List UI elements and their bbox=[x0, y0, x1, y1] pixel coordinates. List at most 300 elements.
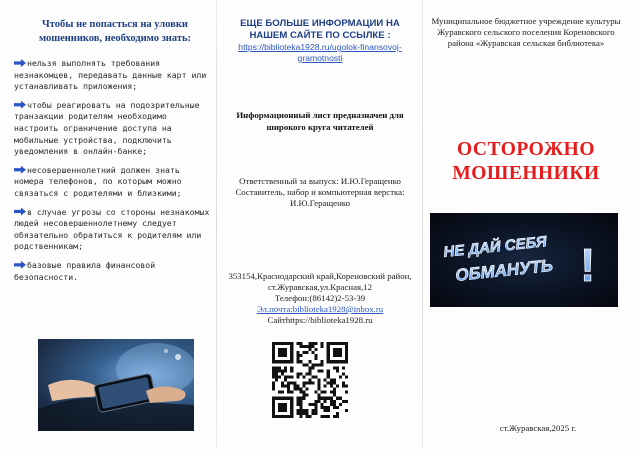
qr-module bbox=[290, 403, 293, 406]
smartphone-illustration bbox=[38, 339, 194, 431]
qr-module bbox=[324, 406, 327, 409]
qr-module bbox=[321, 415, 324, 418]
qr-module bbox=[342, 385, 345, 388]
qr-module bbox=[336, 406, 339, 409]
qr-module bbox=[278, 351, 281, 354]
qr-module bbox=[330, 385, 333, 388]
qr-module bbox=[287, 375, 290, 378]
qr-module bbox=[302, 394, 305, 397]
qr-module bbox=[336, 397, 339, 400]
qr-module bbox=[342, 360, 345, 363]
qr-module bbox=[296, 403, 299, 406]
qr-code-graphic bbox=[272, 342, 348, 418]
qr-module bbox=[345, 385, 348, 388]
qr-module bbox=[281, 385, 284, 388]
qr-module bbox=[336, 369, 339, 372]
qr-module bbox=[336, 351, 339, 354]
qr-module bbox=[272, 397, 275, 400]
qr-module bbox=[290, 357, 293, 360]
credits bbox=[222, 176, 418, 209]
qr-module bbox=[284, 348, 287, 351]
qr-module bbox=[308, 403, 311, 406]
qr-module bbox=[296, 388, 299, 391]
qr-module bbox=[275, 369, 278, 372]
qr-module bbox=[302, 409, 305, 412]
qr-module bbox=[272, 403, 275, 406]
qr-module bbox=[287, 397, 290, 400]
qr-module bbox=[272, 345, 275, 348]
qr-module bbox=[336, 342, 339, 345]
qr-module bbox=[302, 375, 305, 378]
qr-module bbox=[345, 375, 348, 378]
qr-module bbox=[278, 406, 281, 409]
qr-module bbox=[272, 372, 275, 375]
qr-module bbox=[330, 382, 333, 385]
qr-module bbox=[284, 342, 287, 345]
qr-module bbox=[336, 354, 339, 357]
qr-module bbox=[278, 342, 281, 345]
qr-module bbox=[327, 351, 330, 354]
qr-module bbox=[287, 360, 290, 363]
email-line bbox=[222, 304, 418, 315]
arrow-icon bbox=[14, 261, 26, 269]
qr-module bbox=[312, 342, 315, 345]
qr-module bbox=[302, 351, 305, 354]
qr-module bbox=[333, 388, 336, 391]
qr-module bbox=[287, 342, 290, 345]
qr-module bbox=[290, 382, 293, 385]
qr-module bbox=[318, 369, 321, 372]
qr-module bbox=[296, 351, 299, 354]
qr-module bbox=[278, 409, 281, 412]
qr-module bbox=[299, 415, 302, 418]
qr-module bbox=[345, 342, 348, 345]
tip-item bbox=[14, 207, 214, 253]
qr-module bbox=[315, 375, 318, 378]
qr-module bbox=[299, 397, 302, 400]
qr-module bbox=[339, 348, 342, 351]
qr-module bbox=[336, 415, 339, 418]
qr-module bbox=[296, 372, 299, 375]
qr-module bbox=[272, 360, 275, 363]
qr-module bbox=[299, 342, 302, 345]
qr-module bbox=[290, 354, 293, 357]
info-sheet-note: Информационный лист предназначен для широкого круга читателей bbox=[236, 110, 404, 132]
qr-module bbox=[302, 391, 305, 394]
qr-module bbox=[327, 372, 330, 375]
qr-module bbox=[345, 348, 348, 351]
qr-module bbox=[308, 360, 311, 363]
arrow-icon bbox=[14, 59, 26, 67]
qr-module bbox=[284, 351, 287, 354]
warning-line-1: ОСТОРОЖНО bbox=[456, 139, 595, 160]
qr-module bbox=[308, 369, 311, 372]
qr-module bbox=[290, 375, 293, 378]
qr-module bbox=[327, 348, 330, 351]
qr-module bbox=[272, 375, 275, 378]
tip-item bbox=[14, 100, 214, 158]
qr-module bbox=[272, 400, 275, 403]
qr-module bbox=[312, 403, 315, 406]
qr-module bbox=[336, 412, 339, 415]
qr-module bbox=[281, 409, 284, 412]
qr-module bbox=[293, 385, 296, 388]
qr-module bbox=[312, 366, 315, 369]
qr-module bbox=[308, 345, 311, 348]
qr-module bbox=[272, 388, 275, 391]
qr-module bbox=[275, 366, 278, 369]
qr-module bbox=[281, 415, 284, 418]
qr-module bbox=[333, 382, 336, 385]
qr-module bbox=[281, 391, 284, 394]
qr-module bbox=[278, 366, 281, 369]
qr-module bbox=[333, 394, 336, 397]
qr-module bbox=[290, 400, 293, 403]
banner-exclamation: ! bbox=[580, 239, 596, 291]
qr-module bbox=[330, 342, 333, 345]
qr-module bbox=[275, 360, 278, 363]
qr-module bbox=[339, 403, 342, 406]
qr-module bbox=[333, 406, 336, 409]
qr-module bbox=[339, 354, 342, 357]
banner-graphic bbox=[430, 213, 618, 307]
qr-module bbox=[299, 354, 302, 357]
qr-module bbox=[284, 406, 287, 409]
tip-text: чтобы реагировать на подозрительные транзакции родителям необходимо настроить ограничение доступа на мобильные устройства, подключить уведомления в онлайн-банке; bbox=[14, 99, 200, 157]
qr-module bbox=[296, 397, 299, 400]
postal-address: 353154,Краснодарский край,Кореновский район, ст.Журавская,ул.Красная,12 bbox=[228, 271, 412, 292]
qr-module bbox=[278, 415, 281, 418]
qr-module bbox=[305, 372, 308, 375]
qr-module bbox=[333, 342, 336, 345]
qr-module bbox=[315, 403, 318, 406]
qr-module bbox=[290, 345, 293, 348]
qr-module bbox=[272, 406, 275, 409]
qr-module bbox=[308, 378, 311, 381]
qr-module bbox=[345, 400, 348, 403]
qr-module bbox=[330, 391, 333, 394]
qr-module bbox=[318, 363, 321, 366]
qr-module bbox=[296, 360, 299, 363]
qr-module bbox=[284, 397, 287, 400]
qr-module bbox=[284, 415, 287, 418]
qr-module bbox=[278, 348, 281, 351]
qr-module bbox=[305, 351, 308, 354]
qr-module bbox=[315, 400, 318, 403]
qr-module bbox=[321, 342, 324, 345]
dont-be-fooled-banner bbox=[430, 213, 618, 307]
qr-module bbox=[272, 409, 275, 412]
qr-module bbox=[327, 369, 330, 372]
tip-text: несовершеннолетний должен знать номера телефонов, по которым можно связаться с родителями и близкими; bbox=[14, 164, 182, 198]
qr-module bbox=[281, 369, 284, 372]
qr-module bbox=[272, 382, 275, 385]
qr-module bbox=[336, 366, 339, 369]
qr-module bbox=[299, 372, 302, 375]
qr-module bbox=[345, 360, 348, 363]
qr-module bbox=[296, 385, 299, 388]
qr-module bbox=[296, 400, 299, 403]
place-and-year: ст.Журавская,2025 г. bbox=[499, 423, 577, 433]
qr-module bbox=[333, 360, 336, 363]
qr-module bbox=[281, 342, 284, 345]
tip-text: нельзя выполнять требования незнакомцев, передавать данные карт или устанавливать приложения; bbox=[14, 58, 207, 92]
qr-module bbox=[299, 403, 302, 406]
phone-number: Телефон:(86142)2-53-39 bbox=[274, 293, 366, 303]
qr-module bbox=[299, 391, 302, 394]
qr-module bbox=[315, 348, 318, 351]
qr-module bbox=[287, 391, 290, 394]
qr-module bbox=[324, 409, 327, 412]
qr-module bbox=[324, 385, 327, 388]
qr-module bbox=[318, 394, 321, 397]
warning-title bbox=[428, 138, 624, 186]
qr-module bbox=[315, 412, 318, 415]
qr-module bbox=[281, 403, 284, 406]
tips-heading: Чтобы не попасться на уловки мошенников, необходимо знать: bbox=[38, 19, 192, 44]
qr-module bbox=[278, 397, 281, 400]
qr-module bbox=[345, 351, 348, 354]
qr-module bbox=[272, 351, 275, 354]
qr-module bbox=[272, 385, 275, 388]
tips-list bbox=[14, 58, 214, 290]
qr-module bbox=[345, 409, 348, 412]
site-link[interactable]: https://biblioteka1928.ru/ugolok-finansovoj-gramotnosti bbox=[238, 42, 402, 63]
qr-module bbox=[327, 382, 330, 385]
qr-module bbox=[339, 351, 342, 354]
qr-module bbox=[342, 342, 345, 345]
qr-module bbox=[336, 360, 339, 363]
qr-module bbox=[287, 415, 290, 418]
qr-module bbox=[315, 354, 318, 357]
qr-module bbox=[296, 409, 299, 412]
qr-module bbox=[321, 345, 324, 348]
qr-module bbox=[296, 354, 299, 357]
qr-module bbox=[330, 403, 333, 406]
tip-text: в случае угрозы со стороны незнакомых людей несовершеннолетнему следует обязательно обратиться к родителям или родственникам; bbox=[14, 206, 210, 252]
qr-module bbox=[345, 357, 348, 360]
qr-module bbox=[281, 372, 284, 375]
qr-module bbox=[275, 372, 278, 375]
qr-module bbox=[324, 391, 327, 394]
qr-module bbox=[299, 388, 302, 391]
qr-module bbox=[290, 391, 293, 394]
qr-module bbox=[312, 382, 315, 385]
qr-module bbox=[305, 363, 308, 366]
qr-module bbox=[272, 357, 275, 360]
qr-module bbox=[284, 354, 287, 357]
qr-module bbox=[312, 345, 315, 348]
qr-module bbox=[302, 363, 305, 366]
qr-module bbox=[281, 382, 284, 385]
qr-module bbox=[290, 406, 293, 409]
qr-module bbox=[287, 382, 290, 385]
qr-module bbox=[321, 360, 324, 363]
qr-module bbox=[284, 366, 287, 369]
qr-module bbox=[284, 375, 287, 378]
qr-module bbox=[345, 391, 348, 394]
qr-module bbox=[308, 382, 311, 385]
qr-module bbox=[299, 400, 302, 403]
qr-module bbox=[327, 406, 330, 409]
qr-module bbox=[308, 348, 311, 351]
qr-module bbox=[290, 351, 293, 354]
qr-module bbox=[327, 345, 330, 348]
qr-module bbox=[278, 369, 281, 372]
smartphone-photo bbox=[38, 339, 194, 431]
qr-module bbox=[330, 400, 333, 403]
qr-module bbox=[302, 382, 305, 385]
qr-module bbox=[287, 388, 290, 391]
qr-module bbox=[327, 397, 330, 400]
banner-line-1: НЕ ДАЙ СЕБЯ bbox=[442, 233, 548, 261]
qr-module bbox=[272, 415, 275, 418]
qr-module bbox=[315, 357, 318, 360]
tip-item bbox=[14, 165, 214, 200]
qr-module bbox=[327, 409, 330, 412]
qr-module bbox=[305, 415, 308, 418]
qr-module bbox=[339, 360, 342, 363]
qr-module bbox=[299, 406, 302, 409]
qr-module bbox=[278, 391, 281, 394]
qr-module bbox=[275, 378, 278, 381]
qr-module bbox=[284, 369, 287, 372]
qr-module bbox=[284, 409, 287, 412]
qr-module bbox=[302, 397, 305, 400]
qr-code[interactable] bbox=[272, 342, 348, 418]
qr-module bbox=[278, 354, 281, 357]
qr-module bbox=[339, 375, 342, 378]
qr-module bbox=[324, 400, 327, 403]
qr-module bbox=[336, 348, 339, 351]
qr-module bbox=[284, 385, 287, 388]
qr-module bbox=[336, 385, 339, 388]
qr-module bbox=[345, 354, 348, 357]
qr-module bbox=[305, 388, 308, 391]
qr-module bbox=[299, 412, 302, 415]
qr-module bbox=[272, 369, 275, 372]
email-link[interactable]: biblioteka1928@inbox.ru bbox=[292, 304, 384, 314]
qr-module bbox=[281, 354, 284, 357]
qr-module bbox=[272, 354, 275, 357]
qr-module bbox=[315, 406, 318, 409]
qr-module bbox=[278, 403, 281, 406]
qr-module bbox=[333, 400, 336, 403]
qr-module bbox=[275, 415, 278, 418]
qr-module bbox=[318, 385, 321, 388]
qr-module bbox=[333, 354, 336, 357]
qr-module bbox=[342, 372, 345, 375]
qr-module bbox=[305, 409, 308, 412]
qr-module bbox=[278, 375, 281, 378]
qr-module bbox=[296, 357, 299, 360]
qr-module bbox=[305, 412, 308, 415]
qr-module bbox=[321, 397, 324, 400]
qr-module bbox=[305, 345, 308, 348]
qr-module bbox=[275, 397, 278, 400]
tip-item bbox=[14, 260, 214, 283]
qr-module bbox=[312, 351, 315, 354]
qr-module bbox=[312, 363, 315, 366]
qr-module bbox=[275, 342, 278, 345]
qr-module bbox=[299, 345, 302, 348]
qr-module bbox=[333, 378, 336, 381]
qr-module bbox=[302, 345, 305, 348]
tip-text: базовые правила финансовой безопасности. bbox=[14, 259, 156, 282]
qr-module bbox=[312, 409, 315, 412]
qr-module bbox=[272, 366, 275, 369]
more-info-heading: ЕЩЕ БОЛЬШЕ ИНФОРМАЦИИ НА НАШЕМ САЙТЕ ПО ССЫЛКЕ : bbox=[240, 18, 400, 41]
qr-module bbox=[333, 348, 336, 351]
qr-module bbox=[302, 412, 305, 415]
qr-module bbox=[296, 342, 299, 345]
qr-module bbox=[324, 415, 327, 418]
qr-module bbox=[330, 397, 333, 400]
website-line: Сайтhttps://biblioteka1928.ru bbox=[267, 315, 373, 325]
qr-module bbox=[327, 342, 330, 345]
qr-module bbox=[312, 412, 315, 415]
qr-module bbox=[296, 375, 299, 378]
qr-module bbox=[318, 378, 321, 381]
qr-module bbox=[327, 354, 330, 357]
qr-module bbox=[308, 366, 311, 369]
qr-module bbox=[330, 360, 333, 363]
qr-module bbox=[278, 360, 281, 363]
qr-module bbox=[281, 348, 284, 351]
qr-module bbox=[284, 360, 287, 363]
qr-module bbox=[333, 366, 336, 369]
qr-module bbox=[281, 397, 284, 400]
qr-module bbox=[290, 360, 293, 363]
qr-module bbox=[290, 348, 293, 351]
qr-module bbox=[342, 366, 345, 369]
qr-module bbox=[318, 388, 321, 391]
qr-module bbox=[290, 369, 293, 372]
organization-name: Муниципальное бюджетное учреждение культуры Журавского сельского поселения Кореновского района «Журавская сельская библиотека» bbox=[431, 16, 621, 48]
qr-module bbox=[342, 382, 345, 385]
qr-module bbox=[327, 415, 330, 418]
qr-module bbox=[308, 372, 311, 375]
banner-line-2: ОБМАНУТЬ bbox=[454, 255, 554, 285]
qr-module bbox=[327, 375, 330, 378]
tip-item bbox=[14, 58, 214, 93]
qr-module bbox=[281, 351, 284, 354]
qr-module bbox=[333, 403, 336, 406]
qr-module bbox=[321, 406, 324, 409]
qr-module bbox=[290, 366, 293, 369]
qr-module bbox=[281, 360, 284, 363]
arrow-icon bbox=[14, 208, 26, 216]
qr-module bbox=[284, 403, 287, 406]
qr-module bbox=[290, 397, 293, 400]
qr-module bbox=[293, 388, 296, 391]
qr-module bbox=[333, 391, 336, 394]
qr-module bbox=[318, 397, 321, 400]
qr-module bbox=[327, 357, 330, 360]
qr-module bbox=[318, 382, 321, 385]
qr-module bbox=[272, 348, 275, 351]
email-label[interactable]: Эл.почта: bbox=[256, 304, 293, 314]
qr-module bbox=[293, 382, 296, 385]
compiler-credit: Составитель, набор и компьютерная верстка: И.Ю.Геращенко bbox=[235, 187, 405, 208]
qr-module bbox=[315, 342, 318, 345]
qr-module bbox=[339, 397, 342, 400]
qr-module bbox=[345, 345, 348, 348]
qr-module bbox=[321, 363, 324, 366]
qr-module bbox=[275, 375, 278, 378]
qr-module bbox=[287, 385, 290, 388]
qr-module bbox=[321, 403, 324, 406]
